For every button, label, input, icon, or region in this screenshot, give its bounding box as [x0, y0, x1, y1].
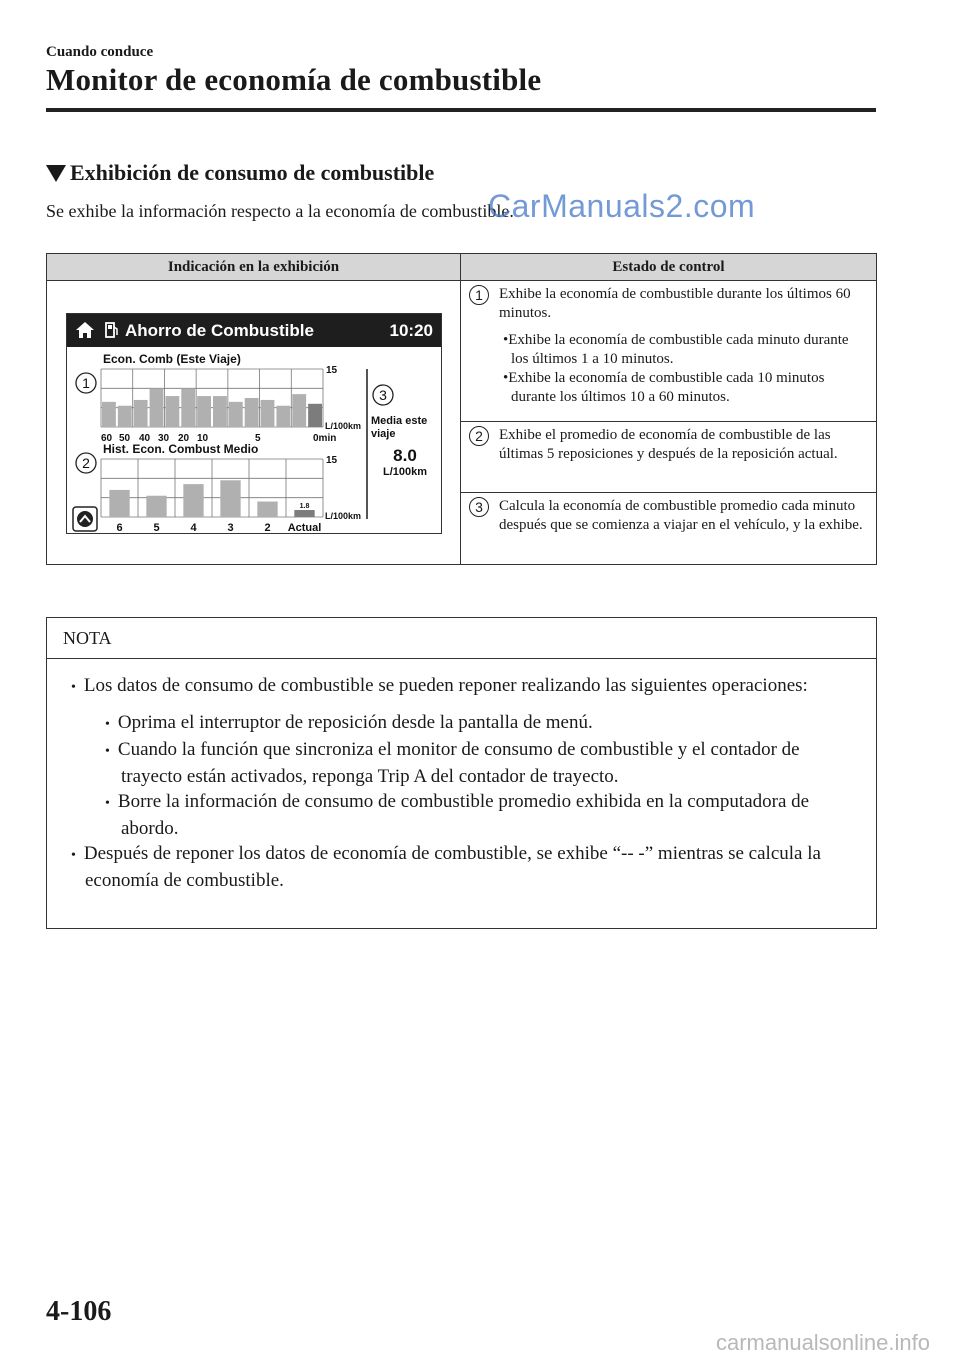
graph2-bar	[257, 502, 277, 517]
note-box	[46, 617, 877, 929]
graph1-bar	[118, 406, 132, 427]
callout-2-marker: 2	[469, 426, 489, 446]
bullet-dot-icon: •	[71, 680, 76, 695]
title-rule	[46, 108, 876, 112]
callout-1-marker: 1	[469, 285, 489, 305]
note-item-2	[63, 841, 860, 893]
fuel-economy-screen	[66, 313, 442, 534]
graph1-tick-label: 40	[139, 433, 151, 444]
graph1-bar	[197, 396, 211, 427]
note-item-2-text: Después de reponer los datos de economía de combustible, se exhibe “-- -” mientras se calcula la economía de combustible.	[83, 843, 821, 891]
graph1-tick-label: 10	[197, 433, 209, 444]
note-subitem-1	[63, 710, 860, 737]
graph1-bar	[181, 388, 195, 427]
desc-row-3	[461, 493, 876, 564]
callout-3-number: 3	[379, 387, 387, 403]
graph1-tick-label: 30	[158, 433, 170, 444]
graph1-max-label: 15	[326, 365, 338, 376]
info-table	[46, 253, 877, 565]
note-subitem-3	[63, 789, 860, 841]
note-subitem-3-text: Borre la información de consumo de combustible promedio exhibida en la computadora de abordo.	[117, 791, 810, 839]
graph2-tick-label: Actual	[287, 522, 322, 532]
table-header-col1: Indicación en la exhibición	[47, 254, 461, 280]
graph2-unit-label: L/100km	[325, 511, 362, 521]
section-heading	[46, 160, 434, 186]
display-cell	[47, 281, 461, 564]
graph2-max-label: 15	[326, 455, 338, 466]
graph2-bar	[220, 480, 240, 517]
description-cell	[461, 281, 876, 564]
section-intro: Se exhibe la información respecto a la economía de combustible.	[46, 201, 514, 221]
graph2-bar	[294, 510, 314, 517]
graph2-label: Hist. Econ. Combust Medio	[103, 442, 259, 456]
page-title: Monitor de economía de combustible	[46, 62, 542, 97]
bullet-dot-icon: •	[105, 717, 110, 732]
graph2-tick-label: 4	[190, 522, 197, 532]
graph1-tick-label: 20	[178, 433, 190, 444]
bullet-dot-icon: •	[105, 744, 110, 759]
screen-header	[67, 314, 441, 347]
up-arrow-icon	[77, 511, 93, 527]
desc-row-2-text: Exhibe el promedio de economía de combustible de las últimas 5 reposiciones y después de la reposición actual.	[499, 427, 838, 462]
desc-row-1-bullet-2: •Exhibe la economía de combustible cada 10 minutos durante los últimos 10 a 60 minutos.	[503, 370, 825, 405]
graph1-bar	[245, 398, 259, 427]
screen-title: Ahorro de Combustible	[125, 321, 314, 340]
graph1-bar	[229, 402, 243, 427]
desc-row-3-text: Calcula la economía de combustible promedio cada minuto después que se comienza a viajar en el vehículo, y la exhibe.	[499, 498, 863, 533]
screen-graphs	[67, 347, 440, 532]
graph1-bar	[261, 400, 275, 427]
bullet-dot-icon: •	[71, 848, 76, 863]
graph2-tick-label: 2	[264, 522, 271, 532]
callout-2-number: 2	[82, 455, 90, 471]
graph2-tick-label: 5	[153, 522, 160, 532]
graph1-bar	[102, 402, 116, 427]
graph1-bar	[213, 396, 227, 427]
fuel-pump-icon	[105, 322, 119, 338]
note-subitem-2-text: Cuando la función que sincroniza el monitor de consumo de combustible y el contador de trayecto están activados, reponga Trip A del contador de trayecto.	[117, 739, 800, 787]
watermark: CarManuals2.com	[488, 188, 756, 224]
desc-row-1-text: Exhibe la economía de combustible durante los últimos 60 minutos.	[499, 286, 851, 321]
callout-1-number: 1	[82, 375, 90, 391]
bullet-dot-icon: •	[105, 796, 110, 811]
graph2-bar	[146, 496, 166, 517]
avg-label-line2: viaje	[371, 428, 396, 440]
note-item-1	[63, 673, 860, 700]
triangle-down-icon	[46, 165, 66, 182]
table-header	[47, 254, 876, 281]
graph2-tick-label: 6	[116, 522, 123, 532]
note-subitem-1-text: Oprima el interruptor de reposición desde la pantalla de menú.	[117, 712, 593, 733]
section-heading-text: Exhibición de consumo de combustible	[70, 160, 435, 185]
page-number: 4-106	[46, 1296, 112, 1327]
graph2-tick-label: 3	[227, 522, 234, 532]
graph2-bar	[183, 484, 203, 517]
graph1-bar	[276, 406, 290, 427]
note-subitem-2	[63, 737, 860, 789]
graph1-bar	[134, 400, 148, 427]
graph1-bar	[165, 396, 179, 427]
current-value-label: 1.8	[299, 503, 310, 511]
graph1-bar	[150, 388, 164, 427]
home-icon	[75, 321, 95, 339]
footer-watermark: carmanualsonline.info	[715, 1330, 930, 1355]
avg-label-line1: Media este	[371, 415, 428, 427]
desc-row-1-bullet-1: •Exhibe la economía de combustible cada minuto durante los últimos 1 a 10 minutos.	[503, 332, 849, 367]
note-heading: NOTA	[47, 618, 876, 659]
graph1-tick-label: 50	[119, 433, 131, 444]
desc-row-1	[461, 281, 876, 422]
graph1-tick-label: 5	[255, 433, 261, 444]
graph1-tick-label: 0min	[313, 433, 337, 444]
screen-time: 10:20	[389, 321, 433, 340]
graph1-unit-label: L/100km	[325, 421, 362, 431]
graph1-bar	[292, 394, 306, 427]
desc-row-2	[461, 422, 876, 493]
table-header-col2: Estado de control	[612, 258, 725, 275]
graph1-tick-label: 60	[101, 433, 113, 444]
avg-value: 8.0	[393, 446, 417, 465]
avg-unit: L/100km	[382, 466, 428, 478]
graph1-label: Econ. Comb (Este Viaje)	[103, 352, 241, 366]
graph2-bar	[109, 490, 129, 517]
note-item-1-text: Los datos de consumo de combustible se pueden reponer realizando las siguientes operaciones:	[83, 675, 808, 696]
graph1-bar	[308, 404, 322, 427]
callout-3-marker: 3	[469, 497, 489, 517]
chapter-label: Cuando conduce	[46, 44, 154, 60]
